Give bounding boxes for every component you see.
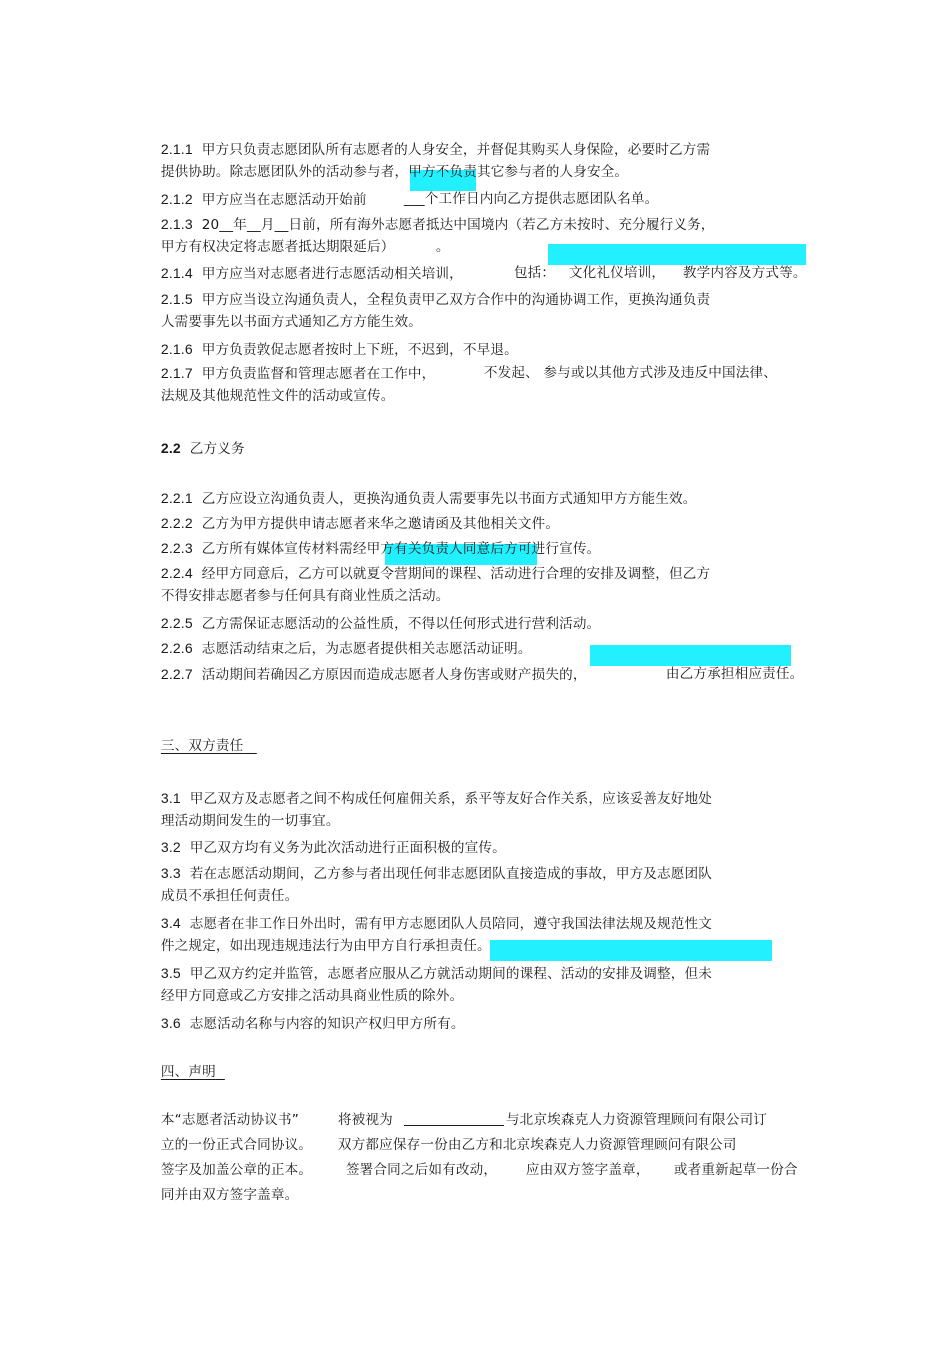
clause-number: 2.2.7 xyxy=(160,666,193,682)
clause-text: 由乙方承担相应责任。 xyxy=(665,666,804,682)
clause-text: 甲方负责监督和管理志愿者在工作中， xyxy=(201,366,436,382)
clause-number: 2.1.1 xyxy=(160,141,193,157)
clause-text: 乙方需保证志愿活动的公益性质，不得以任何形式进行营利活动。 xyxy=(201,616,601,632)
section-heading-4 xyxy=(143,1045,225,1099)
section-title: 三、双方责任 xyxy=(160,738,244,754)
clause-number: 2.2.2 xyxy=(160,515,193,531)
clause-number: 2.2.5 xyxy=(160,615,193,631)
clause-text: 志愿活动结束之后，为志愿者提供相关志愿活动证明。 xyxy=(201,641,532,657)
clause-text: 甲方只负责志愿团队所有志愿者的人身安全，并督促其购买人身保险，必要时乙方需 xyxy=(201,142,711,158)
clause-2-1-7-b xyxy=(466,346,777,400)
clause-number: 2.1.5 xyxy=(160,291,193,307)
clause-2-2-7 xyxy=(143,647,587,702)
clause-number: 2.2.1 xyxy=(160,490,193,506)
clause-text: 经甲方同意后，乙方可以就夏令营期间的课程、活动进行合理的安排及调整，但乙方 xyxy=(201,566,711,582)
clause-text: 甲方应当对志愿者进行志愿活动相关培训， xyxy=(201,266,463,282)
clause-number: 2.1.2 xyxy=(160,191,193,207)
clause-number: 3.3 xyxy=(160,865,181,881)
section-title: 乙方义务 xyxy=(189,441,245,457)
clause-number: 2.2.3 xyxy=(160,540,193,556)
clause-text: 提供协助。除志愿团队外的活动参与者，甲方不负责其它参与者的人身安全。 xyxy=(160,164,629,180)
declaration-line-4 xyxy=(143,1168,298,1222)
clause-text: 人需要事先以书面方式通知乙方方能生效。 xyxy=(160,314,423,330)
clause-text: 甲乙双方及志愿者之间不构成任何雇佣关系，系平等友好合作关系，应该妥善友好地处 xyxy=(189,791,713,807)
declaration-text: 应由双方签字盖章， xyxy=(525,1162,650,1178)
section-heading-3 xyxy=(143,719,257,773)
section-number: 2.2 xyxy=(160,440,181,456)
clause-text: 甲乙双方约定并监管，志愿者应服从乙方就活动期间的课程、活动的安排及调整，但未 xyxy=(189,966,713,982)
clause-text: 成员不承担任何责任。 xyxy=(160,888,299,904)
declaration-text: 将被视为 xyxy=(337,1112,393,1128)
clause-number: 2.2.4 xyxy=(160,565,193,581)
declaration-text: 同并由双方签字盖章。 xyxy=(160,1187,299,1203)
clause-2-1-7-line-2 xyxy=(143,369,395,423)
declaration-text: 双方都应保存一份由乙方和北京埃森克人力资源管理顾问有限公司 xyxy=(337,1137,737,1153)
declaration-line-3c xyxy=(508,1143,650,1197)
section-heading-2-2 xyxy=(143,421,245,476)
clause-2-2-7-b xyxy=(648,647,803,701)
declaration-text: 与北京埃森克人力资源管理顾问有限公司订 xyxy=(505,1112,768,1128)
declaration-text: 或者重新起草一份合 xyxy=(673,1162,798,1178)
clause-3-6 xyxy=(143,996,465,1051)
clause-text: 理活动期间发生的一切事宜。 xyxy=(160,813,340,829)
clause-text: ___个工作日内向乙方提供志愿团队名单。 xyxy=(403,191,659,207)
clause-text: 经甲方同意或乙方安排之活动具商业性质的除外。 xyxy=(160,988,464,1004)
declaration-text: 本“志愿者活动协议书” xyxy=(160,1112,299,1128)
declaration-line-3d xyxy=(656,1143,798,1197)
clause-text: 件之规定，如出现违规违法行为由甲方自行承担责任。 xyxy=(160,938,491,954)
clause-text: 甲方有权决定将志愿者抵达期限延后） xyxy=(160,239,395,255)
clause-text: 包括： xyxy=(513,265,556,281)
clause-text: 20__年__月__日前，所有海外志愿者抵达中国境内（若乙方未按时、充分履行义务， xyxy=(201,217,715,233)
clause-text: 文化礼仪培训， xyxy=(568,265,666,281)
clause-text: 甲方应当设立沟通负责人，全程负责甲乙双方合作中的沟通协调工作，更换沟通负责 xyxy=(201,292,711,308)
declaration-text: 签署合同之后如有改动， xyxy=(345,1162,498,1178)
clause-text: 活动期间若确因乙方原因而造成志愿者人身伤害或财产损失的， xyxy=(201,667,587,683)
declaration-text: 立的一份正式合同协议。 xyxy=(160,1137,313,1153)
clause-text: 甲方应当在志愿活动开始前 xyxy=(201,192,367,208)
clause-number: 3.4 xyxy=(160,915,181,931)
clause-number: 2.1.6 xyxy=(160,341,193,357)
clause-number: 3.2 xyxy=(160,839,181,855)
clause-number: 3.1 xyxy=(160,790,181,806)
clause-text: 。 xyxy=(435,239,450,255)
declaration-text: 签字及加盖公章的正本。 xyxy=(160,1162,313,1178)
clause-text: 乙方为甲方提供申请志愿者来华之邀请函及其他相关文件。 xyxy=(201,516,560,532)
clause-number: 3.5 xyxy=(160,965,181,981)
clause-number: 2.1.4 xyxy=(160,265,193,281)
clause-number: 2.2.6 xyxy=(160,640,193,656)
clause-text: 不发起、 参与或以其他方式涉及违反中国法律、 xyxy=(483,365,777,381)
clause-text: 乙方所有媒体宣传材料需经甲方有关负责人同意后方可进行宣传。 xyxy=(201,541,601,557)
clause-text: 法规及其他规范性文件的活动或宣传。 xyxy=(160,388,395,404)
clause-number: 3.6 xyxy=(160,1015,181,1031)
clause-number: 2.1.3 xyxy=(160,216,193,232)
clause-number: 2.1.7 xyxy=(160,365,193,381)
clause-text: 甲乙双方均有义务为此次活动进行正面积极的宣传。 xyxy=(189,840,506,856)
clause-text: 不得安排志愿者参与任何具有商业性质之活动。 xyxy=(160,588,450,604)
clause-text: 志愿活动名称与内容的知识产权归甲方所有。 xyxy=(189,1016,465,1032)
clause-text: 志愿者在非工作日外出时，需有甲方志愿团队人员陪同，遵守我国法律法规及规范性文 xyxy=(189,916,713,932)
section-title: 四、声明 xyxy=(160,1064,216,1080)
clause-text: 甲方负责敦促志愿者按时上下班，不迟到，不早退。 xyxy=(201,342,518,358)
clause-text: 教学内容及方式等。 xyxy=(682,265,807,281)
clause-text: 乙方应设立沟通负责人，更换沟通负责人需要事先以书面方式通知甲方方能生效。 xyxy=(201,491,697,507)
declaration-line-3b xyxy=(328,1143,497,1197)
clause-text: 若在志愿活动期间，乙方参与者出现任何非志愿团队直接造成的事故，甲方及志愿团队 xyxy=(189,866,713,882)
